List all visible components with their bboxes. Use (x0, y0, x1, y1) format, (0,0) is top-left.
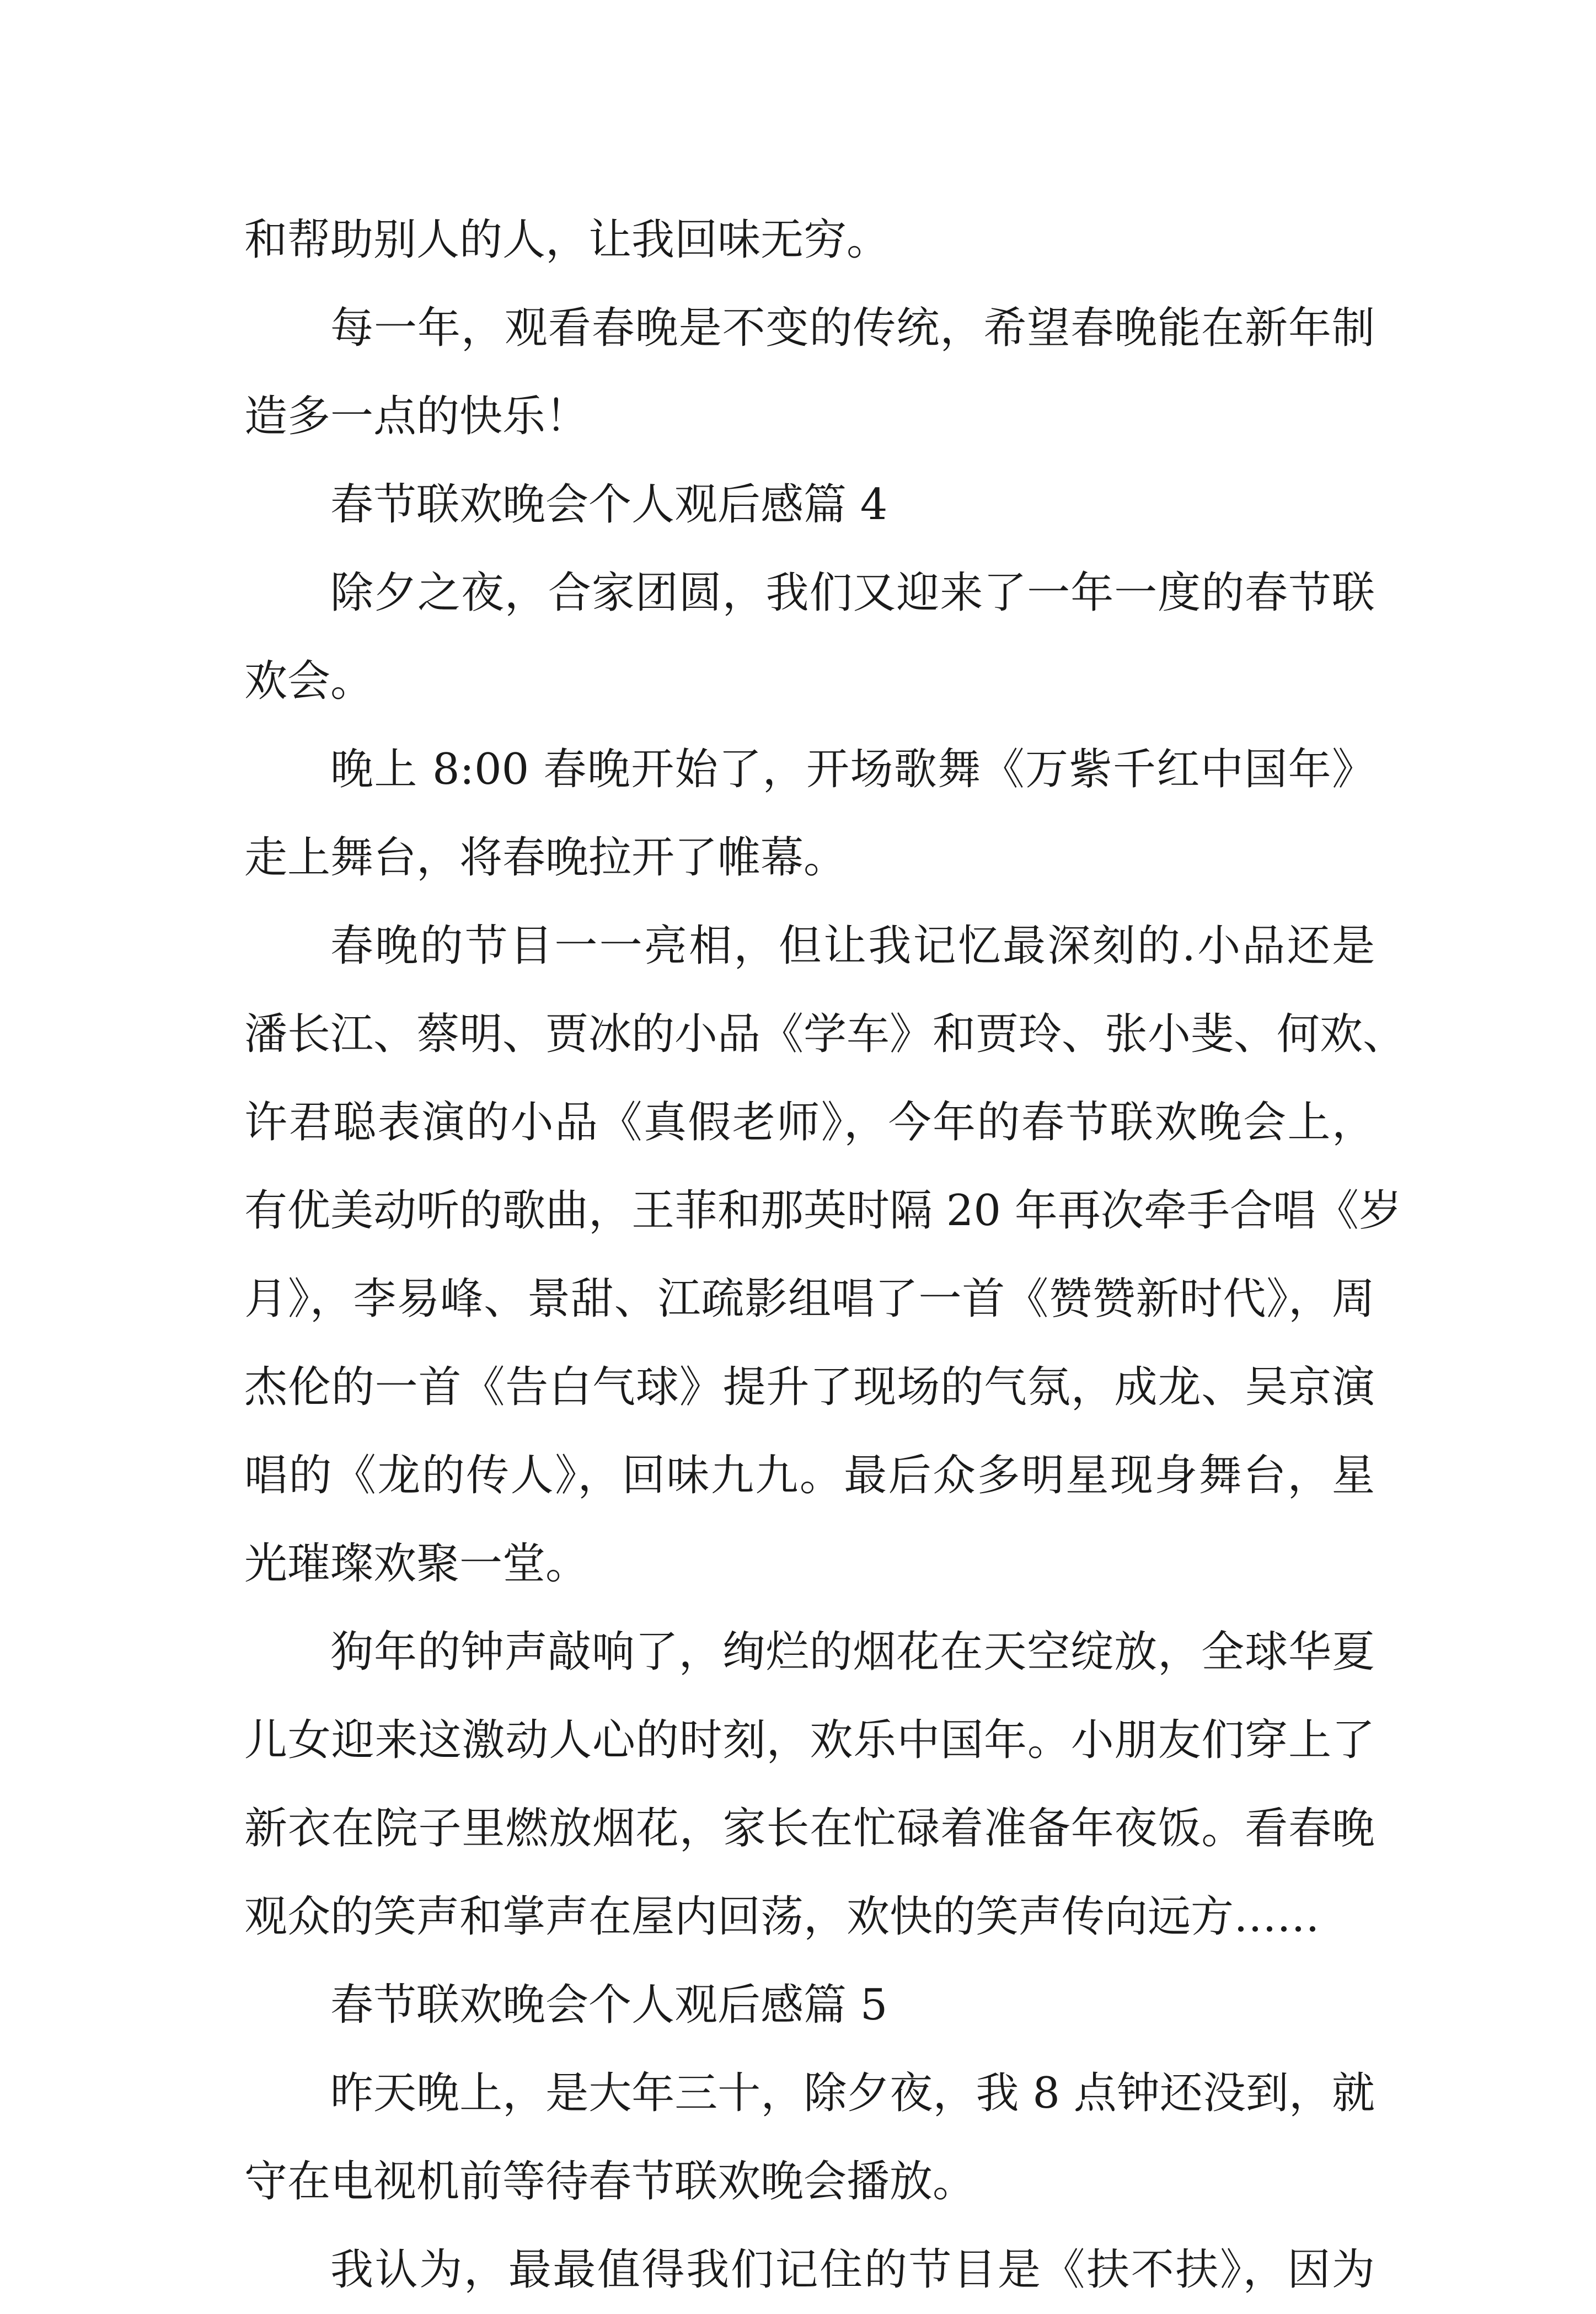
text-line: 造多一点的快乐！ (244, 392, 589, 441)
paragraph-first-line: 狗年的钟声敲响了，绚烂的烟花在天空绽放，全球华夏 (330, 1627, 1375, 1677)
text-line: 和帮助别人的人，让我回味无穷。 (244, 215, 890, 265)
text-line: 许君聪表演的小品《真假老师》，今年的春节联欢晚会上， (244, 1098, 1375, 1147)
paragraph-first-line: 春晚的节目一一亮相，但让我记忆最深刻的.小品还是 (330, 921, 1375, 971)
text-line: 有优美动听的歌曲，王菲和那英时隔 20 年再次牵手合唱《岁 (244, 1186, 1402, 1236)
text-line: 守在电视机前等待春节联欢晚会播放。 (244, 2157, 976, 2206)
paragraph-first-line: 每一年，观看春晚是不变的传统，希望春晚能在新年制 (330, 303, 1375, 353)
section-heading-5: 春节联欢晚会个人观后感篇 5 (330, 1980, 888, 2030)
text-line: 潘长江、蔡明、贾冰的小品《学车》和贾玲、张小斐、何欢、 (244, 1009, 1406, 1059)
text-line: 观众的笑声和掌声在屋内回荡，欢快的笑声传向远方…… (244, 1892, 1320, 1942)
text-line: 光璀璨欢聚一堂。 (244, 1539, 589, 1589)
text-line: 杰伦的一首《告白气球》提升了现场的气氛，成龙、吴京演 (244, 1362, 1375, 1412)
text-line: 月》，李易峰、景甜、江疏影组唱了一首《赞赞新时代》，周 (244, 1274, 1375, 1324)
document-body (244, 196, 1406, 2314)
text-line: 新衣在院子里燃放烟花，家长在忙碌着准备年夜饭。看春晚 (244, 1804, 1375, 1853)
section-heading-4: 春节联欢晚会个人观后感篇 4 (330, 480, 888, 530)
paragraph-first-line: 晚上 8:00 春晚开始了，开场歌舞《万紫千红中国年》 (330, 745, 1375, 794)
text-line: 唱的《龙的传人》，回味九九。最后众多明星现身舞台，星 (244, 1451, 1375, 1500)
paragraph-first-line: 昨天晚上，是大年三十，除夕夜，我 8 点钟还没到，就 (330, 2069, 1375, 2118)
paragraph-first-line: 除夕之夜，合家团圆，我们又迎来了一年一度的春节联 (330, 568, 1375, 618)
text-line: 欢会。 (244, 656, 374, 706)
text-line: 走上舞台，将春晚拉开了帷幕。 (244, 833, 847, 883)
text-line: 儿女迎来这激动人心的时刻，欢乐中国年。小朋友们穿上了 (244, 1716, 1375, 1765)
paragraph-first-line: 我认为，最最值得我们记住的节目是《扶不扶》，因为 (330, 2245, 1375, 2295)
